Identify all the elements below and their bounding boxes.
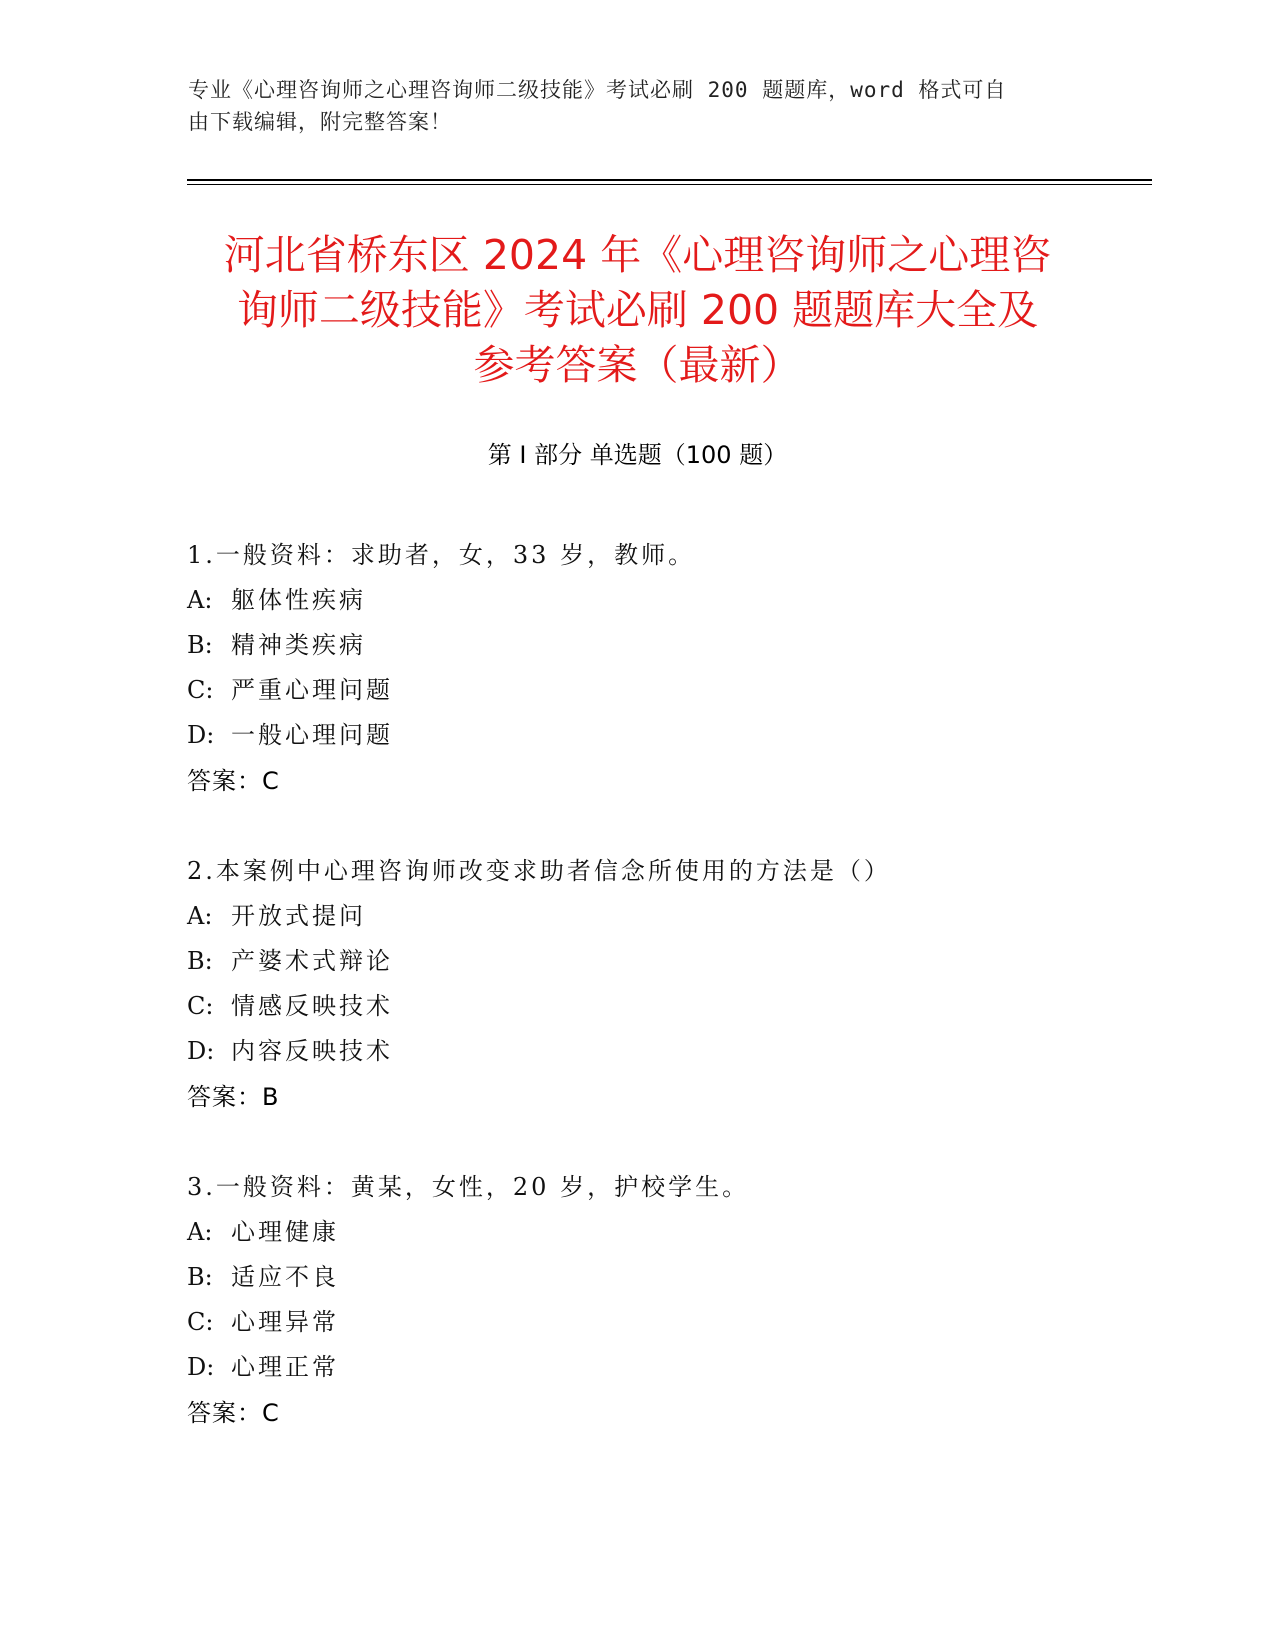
option-text: 精神类疾病 [231, 631, 366, 659]
option-key: D: [187, 1353, 215, 1381]
option-text: 产婆术式辩论 [231, 947, 393, 975]
title-line: 参考答案（最新） [473, 341, 802, 389]
question-stem: 3.一般资料：黄某，女性，20 岁，护校学生。 [187, 1173, 750, 1201]
document-title [150, 228, 1125, 393]
option-text: 开放式提问 [231, 902, 366, 930]
option-text: 一般心理问题 [231, 721, 393, 749]
option-row [187, 1029, 1147, 1074]
option-row [187, 713, 1147, 758]
option-key: C: [187, 676, 214, 704]
answer-line: 答案：B [187, 1083, 280, 1111]
title-line: 河北省桥东区 2024 年《心理咨询师之心理咨 [223, 231, 1052, 279]
option-row [187, 1255, 1147, 1300]
option-text: 心理正常 [231, 1353, 339, 1381]
option-row [187, 1210, 1147, 1255]
header-divider [187, 179, 1152, 181]
answer-line: 答案：C [187, 1399, 280, 1427]
option-text: 内容反映技术 [231, 1037, 393, 1065]
option-row [187, 623, 1147, 668]
title-line: 询师二级技能》考试必刷 200 题题库大全及 [236, 286, 1039, 334]
option-text: 适应不良 [231, 1263, 339, 1291]
option-row [187, 1345, 1147, 1390]
option-text: 心理健康 [231, 1218, 339, 1246]
option-row [187, 668, 1147, 713]
question-item [187, 849, 1147, 1120]
option-key: A: [187, 586, 213, 614]
question-item [187, 533, 1147, 804]
option-row [187, 1300, 1147, 1345]
option-row [187, 939, 1147, 984]
option-text: 情感反映技术 [231, 992, 393, 1020]
option-key: C: [187, 992, 214, 1020]
question-stem: 2.本案例中心理咨询师改变求助者信念所使用的方法是（） [187, 857, 891, 885]
option-text: 躯体性疾病 [231, 586, 366, 614]
question-item [187, 1165, 1147, 1436]
option-key: D: [187, 721, 215, 749]
section-heading: 第 I 部分 单选题（100 题） [487, 441, 788, 469]
intro-line: 专业《心理咨询师之心理咨询师二级技能》考试必刷 200 题题库，word 格式可自 [188, 78, 1007, 102]
header-divider-thin [187, 184, 1152, 185]
intro-text [188, 74, 1068, 138]
intro-line: 由下载编辑，附完整答案！ [188, 110, 452, 134]
option-key: C: [187, 1308, 214, 1336]
option-key: D: [187, 1037, 215, 1065]
option-row [187, 578, 1147, 623]
option-text: 心理异常 [231, 1308, 339, 1336]
option-key: B: [187, 1263, 213, 1291]
option-key: B: [187, 947, 213, 975]
option-key: A: [187, 902, 213, 930]
question-stem: 1.一般资料：求助者，女，33 岁，教师。 [187, 541, 696, 569]
option-row [187, 894, 1147, 939]
option-row [187, 984, 1147, 1029]
option-text: 严重心理问题 [231, 676, 393, 704]
option-key: B: [187, 631, 213, 659]
question-list [187, 533, 1147, 1481]
answer-line: 答案：C [187, 767, 280, 795]
option-key: A: [187, 1218, 213, 1246]
